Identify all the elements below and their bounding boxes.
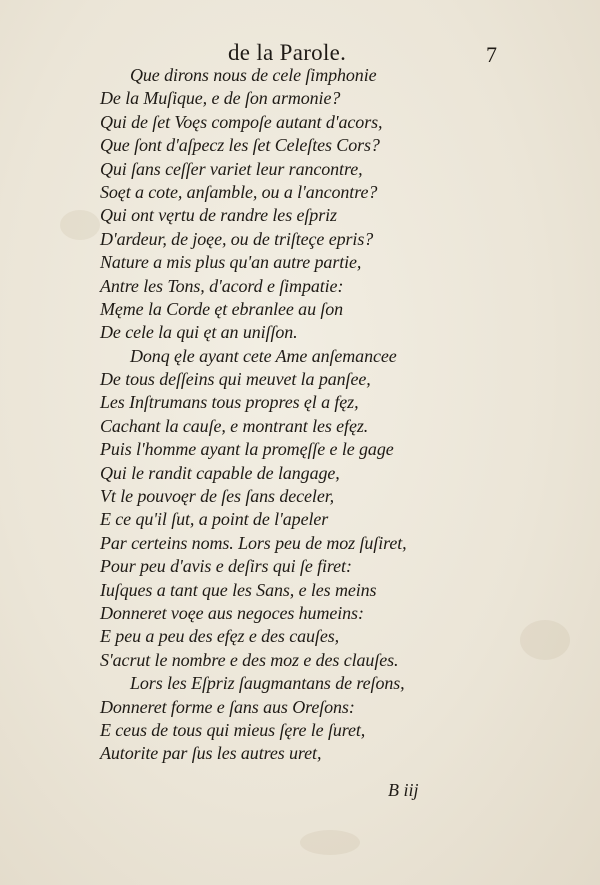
verse-line: Antre les Tons, d'acord e ſimpatie: (100, 275, 344, 296)
verse-line: Iuſques a tant que les Sans, e les meins (100, 579, 377, 600)
verse-line: Que dirons nous de cele ſimphonie (130, 65, 377, 85)
verse-line: Qui ont vęrtu de randre les eſpriz (100, 205, 337, 226)
verse-line: Donq ęle ayant cete Ame anſemancee (130, 345, 397, 366)
verse-line: Donneret forme e ſans aus Oreſons: (100, 696, 355, 717)
page-number: 7 (486, 42, 497, 67)
verse-line: Puis l'homme ayant la promęſſe e le gage (100, 439, 394, 460)
verse-line: Qui ſans ceſſer variet leur rancontre, (100, 158, 363, 179)
running-head: de la Parole. (228, 40, 347, 65)
verse-line: Les Inſtrumans tous propres ęl a fęz, (100, 392, 359, 413)
verse-line: E peu a peu des efęz e des cauſes, (100, 626, 340, 647)
verse-line: Donneret voęe aus negoces humeins: (100, 602, 364, 623)
verse-line: Cachant la cauſe, e montrant les efęz. (100, 415, 369, 436)
verse-line: Vt le pouvoęr de ſes ſans deceler, (100, 486, 335, 507)
verse-line: Autorite par ſus les autres uret, (100, 743, 322, 764)
foxing-spot (60, 210, 100, 240)
poem-text-block (100, 64, 500, 766)
verse-line: Męme la Corde ęt ebranlee au ſon (100, 298, 344, 319)
verse-line: E ce qu'il ſut, a point de l'apeler (100, 509, 329, 530)
verse-line: E ceus de tous qui mieus ſęre le ſuret, (100, 719, 366, 740)
verse-line: D'ardeur, de joęe, ou de triſteçe epris? (100, 228, 374, 249)
foxing-spot (520, 620, 570, 660)
verse-line: De la Muſique, e de ſon armonie? (100, 88, 341, 109)
verse-line: De tous deſſeins qui meuvet la panſee, (100, 369, 371, 390)
verse-line: Soęt a cote, anſamble, ou a l'ancontre? (100, 181, 378, 202)
verse-line: Qui le randit capable de langage, (100, 462, 340, 483)
verse-line: Par certeins noms. Lors peu de moz ſuſiret, (100, 532, 407, 553)
verse-line: Pour peu d'avis e deſirs qui ſe firet: (100, 556, 352, 577)
verse-line: Que ſont d'aſpecz les ſet Celeſtes Cors? (100, 135, 380, 156)
signature-mark: B iij (388, 780, 419, 800)
foxing-spot (300, 830, 360, 855)
verse-line: De cele la qui ęt an uniſſon. (100, 322, 298, 343)
verse-line: Nature a mis plus qu'an autre partie, (100, 252, 362, 273)
verse-line: Qui de ſet Voęs compoſe autant d'acors, (100, 111, 383, 132)
verse-line: Lors les Eſpriz ſaugmantans de reſons, (130, 673, 405, 694)
verse-line: S'acrut le nombre e des moz e des clauſes. (100, 649, 399, 670)
